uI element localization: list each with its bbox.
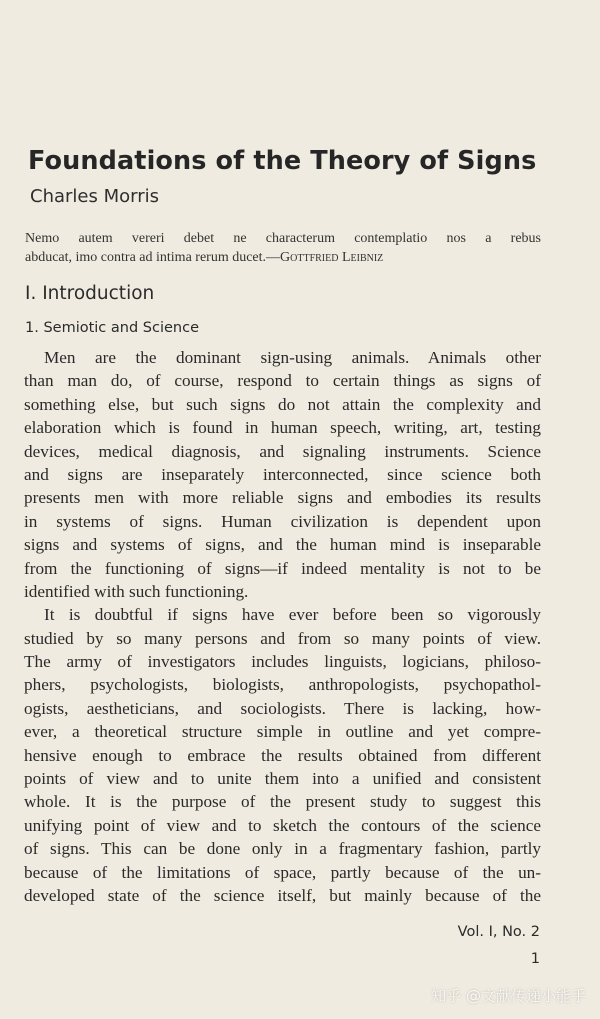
epigraph-text: abducat, imo contra ad intima rerum ducet.— <box>25 250 281 265</box>
body-line: unifying point of view and to sketch the contours of the science <box>24 815 541 835</box>
body-line: than man do, of course, respond to certain things as signs of <box>24 371 541 391</box>
body-line: developed state of the science itself, but mainly because of the <box>24 885 541 905</box>
body-line: signs and systems of signs, and the human mind is inseparable <box>24 535 541 555</box>
body-line: presents men with more reliable signs and embodies its results <box>24 488 541 508</box>
body-line: devices, medical diagnosis, and signaling instruments. Science <box>24 441 541 461</box>
body-line: The army of investigators includes linguists, logicians, philoso- <box>24 652 541 672</box>
body-line: ogists, aestheticians, and sociologists. There is lacking, how- <box>24 698 541 718</box>
epigraph-line: Nemo autem vereri debet ne characterum contemplatio nos a rebus <box>25 231 541 246</box>
epigraph-line <box>25 248 541 267</box>
body-line: of signs. This can be done only in a fragmentary fashion, partly <box>24 839 541 859</box>
body-line: something else, but such signs do not attain the complexity and <box>24 394 541 414</box>
watermark: 知乎 @文献传递小能手 <box>431 987 586 1005</box>
body-line: from the functioning of signs—if indeed mentality is not to be <box>24 558 541 578</box>
body-line: whole. It is the purpose of the present study to suggest this <box>24 792 541 812</box>
body-line: identified with such functioning. <box>24 581 249 601</box>
author-name: Charles Morris <box>30 186 159 207</box>
epigraph-attribution: Gottfried Leibniz <box>280 250 384 265</box>
body-line: ever, a theoretical structure simple in outline and yet compre- <box>24 722 541 742</box>
body-line: points of view and to unite them into a unified and consistent <box>24 769 541 789</box>
volume-label: Vol. I, No. 2 <box>457 924 540 940</box>
body-line: because of the limitations of space, partly because of the un- <box>24 862 541 882</box>
body-line: and signs are inseparately interconnected, since science both <box>24 464 541 484</box>
body-line: phers, psychologists, biologists, anthropologists, psychopathol- <box>24 675 541 695</box>
body-line: studied by so many persons and from so many points of view. <box>24 628 541 648</box>
epigraph <box>25 229 541 267</box>
page-title: Foundations of the Theory of Signs <box>28 146 537 176</box>
body-text <box>24 346 541 907</box>
body-line: elaboration which is found in human speech, writing, art, testing <box>24 418 541 438</box>
body-line: hensive enough to embrace the results obtained from different <box>24 745 541 765</box>
body-line: It is doubtful if signs have ever before been so vigorously <box>44 605 541 625</box>
subsection-heading: 1. Semiotic and Science <box>25 320 199 336</box>
body-line: in systems of signs. Human civilization is dependent upon <box>24 511 541 531</box>
page-number: 1 <box>530 951 540 967</box>
section-heading: I. Introduction <box>25 283 155 304</box>
body-line: Men are the dominant sign-using animals. Animals other <box>44 348 541 367</box>
